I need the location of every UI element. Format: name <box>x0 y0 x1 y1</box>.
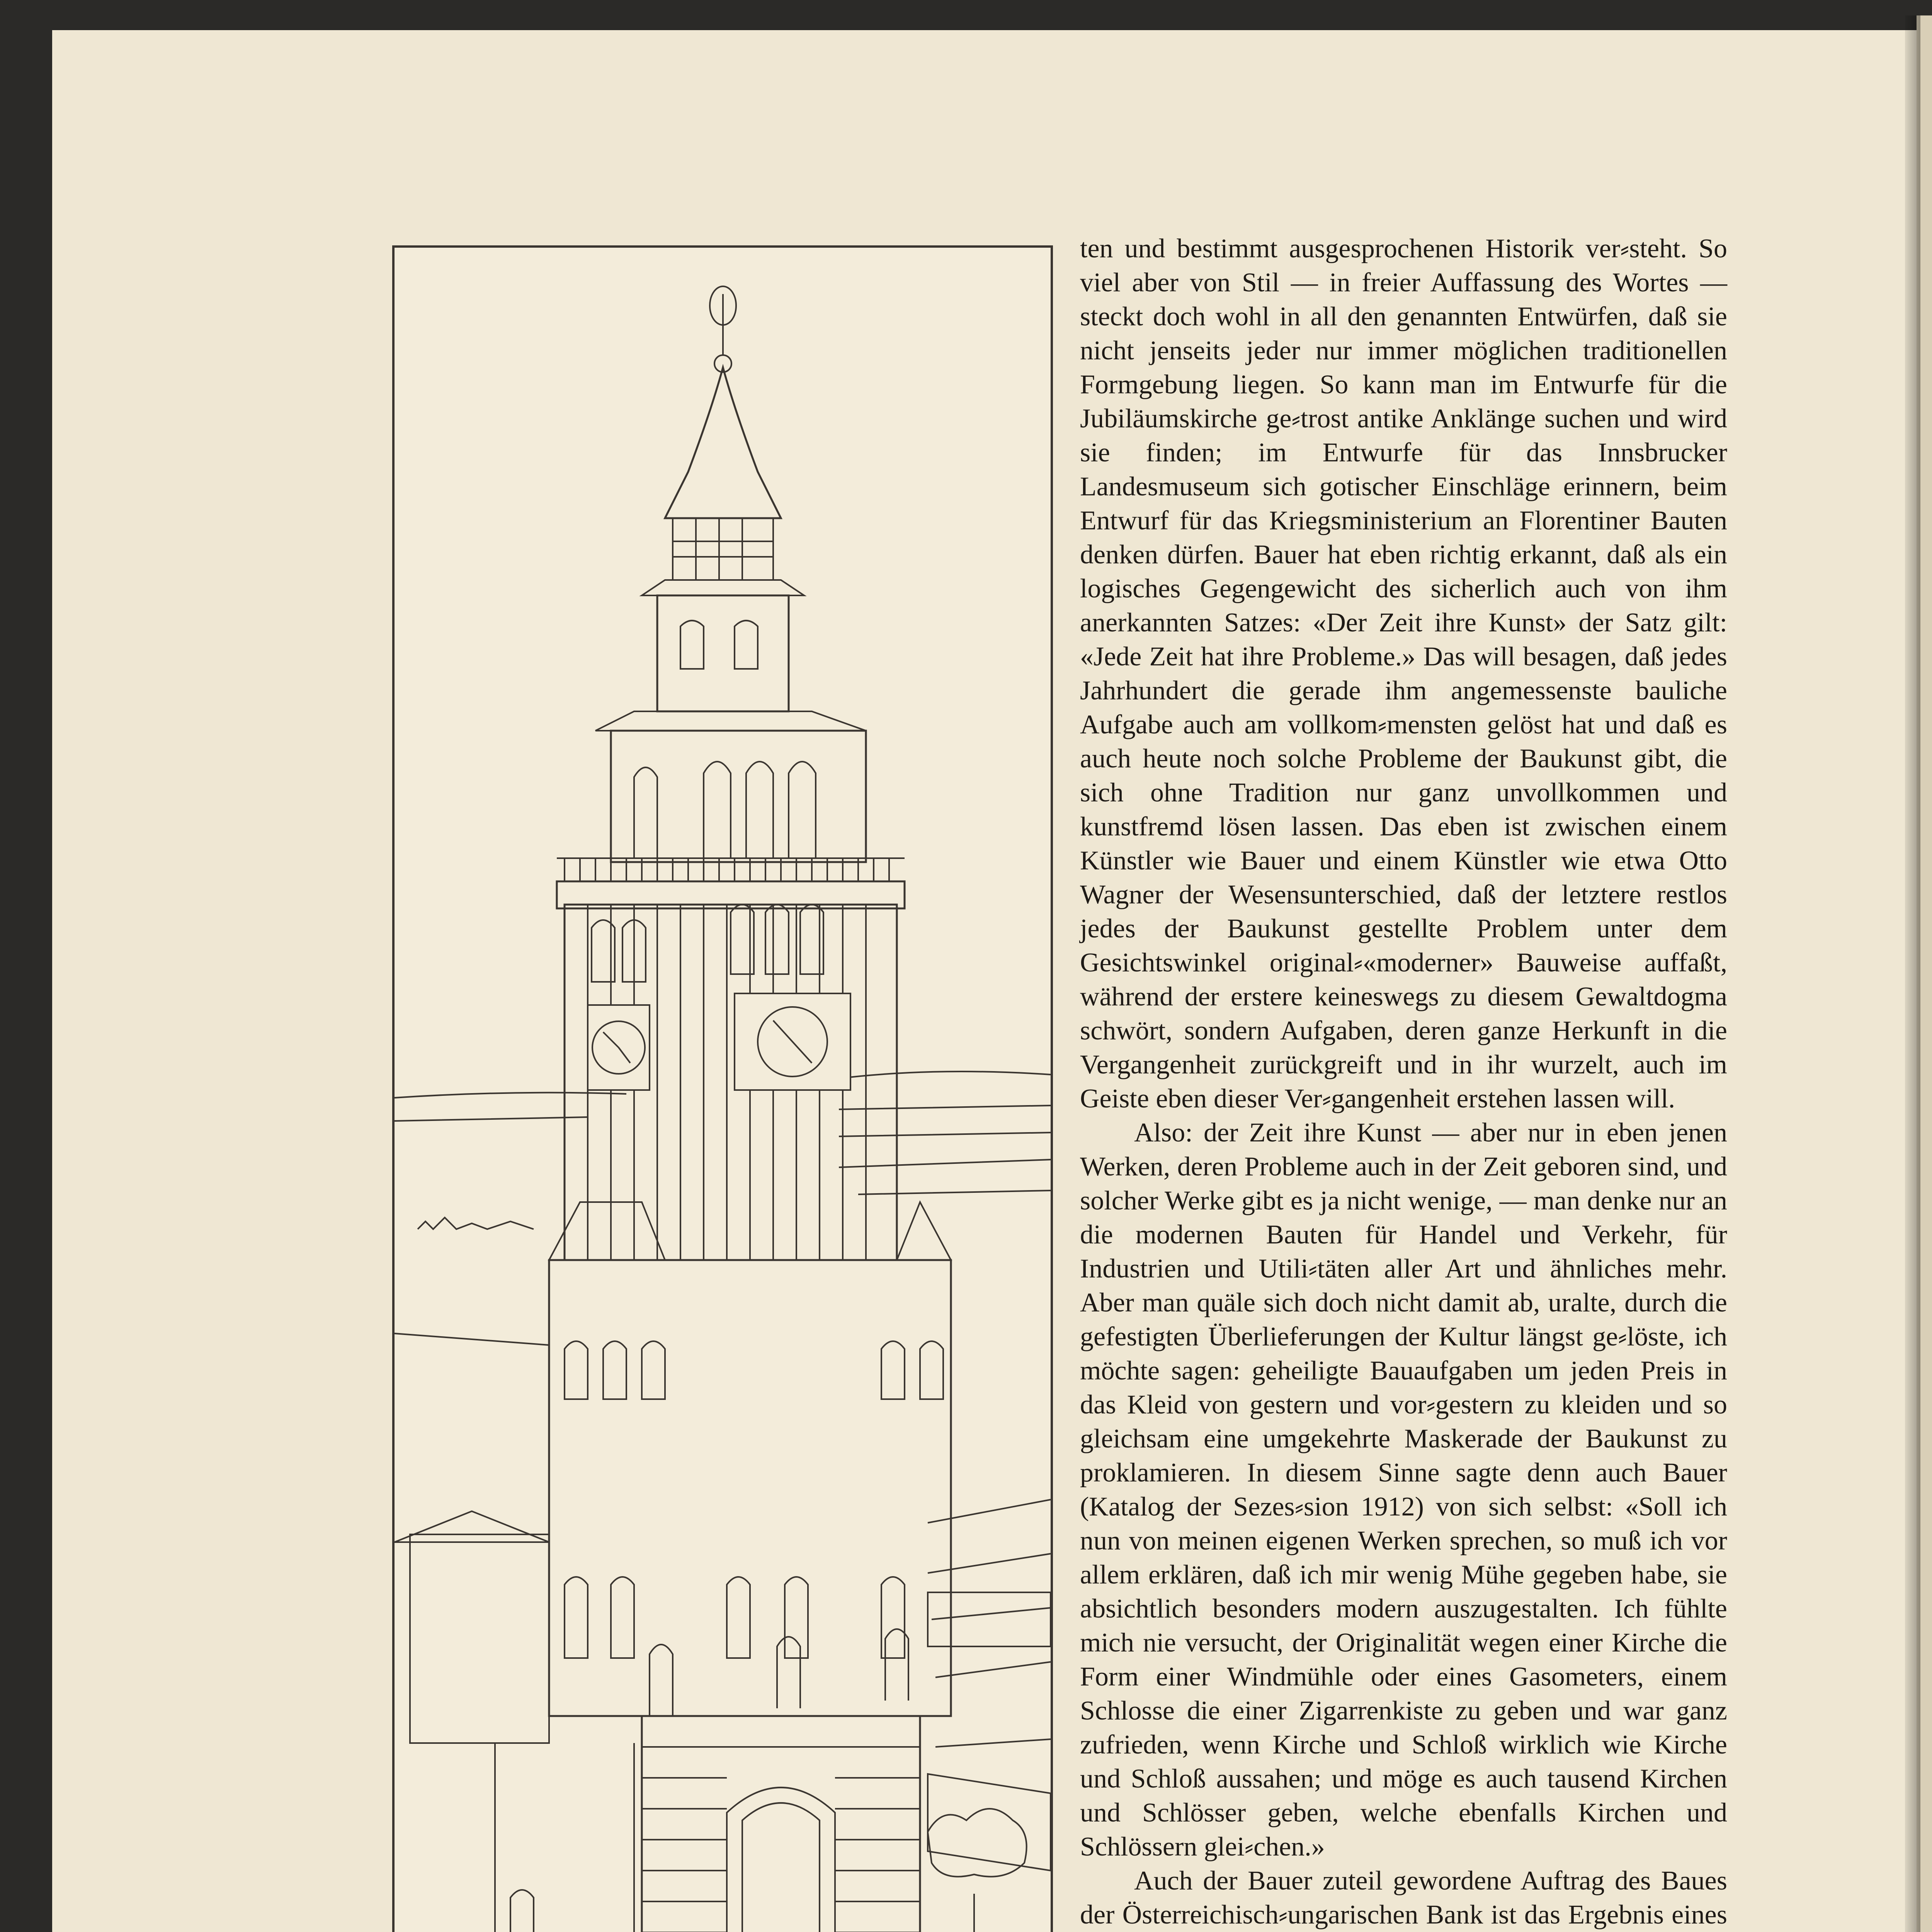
octagon-windows-lower <box>565 1577 905 1658</box>
statue-left <box>650 1645 673 1716</box>
spire <box>665 367 781 518</box>
statue-center <box>777 1637 800 1708</box>
church-nave-left <box>410 1534 549 1743</box>
paragraph-1: ten und bestimmt ausgesprochenen Historik ver⸗steht. So viel aber von Stil — in freier Auffassung des Wortes — steckt doch wohl in all den genannten Entwürfen, daß sie nicht jenseits jeder nur immer möglichen traditionellen Formgebung liegen. So kann man im Entwurfe für die Jubiläumskirche ge⸗trost antike Anklänge suchen und wird sie finden; im Entwurfe für das Innsbrucker Landesmuseum sich gotischer Einschläge erinnern, beim Entwurf für das Kriegsministerium an Florentiner Bauten denken dürfen. Bauer hat eben richtig erkannt, daß als ein logisches Gegengewicht des sicherlich auch von ihm anerkannten Satzes: «Der Zeit ihre Kunst» der Satz gilt: «Jede Zeit hat ihre Probleme.» Das will besagen, daß jedes Jahrhundert die gerade ihm angemessenste bauliche Aufgabe auch am vollkom⸗mensten gelöst hat und daß es auch heute noch solche Probleme der Baukunst gibt, die sich ohne Tradition nur ganz unvollkommen und kunstfremd lösen lassen. Das eben ist zwischen einem Künstler wie Bauer und einem Künstler wie etwa Otto Wagner der Wesensunterschied, daß der letztere restlos jedes der Baukunst gestellte Problem unter dem Gesichtswinkel original⸗«moderner» Bauweise auffaßt, während der erstere keineswegs zu diesem Gewaltdogma schwört, sondern Aufgaben, deren ganze Herkunft in die Vergangenheit zurückgreift und in ihr wurzelt, auch im Geiste eben dieser Ver⸗gangenheit erstehen lassen will. <box>1080 234 1727 1114</box>
lantern-windows <box>680 621 758 669</box>
church-lower-body <box>495 1743 634 1932</box>
page-gutter-shadow <box>1905 15 1920 1932</box>
stone-pattern <box>642 1747 920 1932</box>
lantern-cupola <box>673 518 773 580</box>
paragraph-3: Auch der Bauer zuteil gewordene Auftrag des Baues der Österreichisch⸗ungarischen Bank ist das Ergebnis eines <box>1080 1866 1727 1930</box>
belfry-roof <box>595 711 866 731</box>
octagon-windows-upper <box>565 1341 943 1399</box>
figures-right-procession <box>959 1894 1024 1932</box>
belfry-body <box>611 731 866 862</box>
distant-town <box>418 1218 534 1229</box>
shaft-upper-windows <box>592 905 823 982</box>
trees <box>928 1809 1027 1877</box>
church-roof <box>395 1333 549 1542</box>
lantern-body <box>657 595 789 711</box>
tower-stone-base <box>642 1716 920 1932</box>
landscape-lines <box>395 1105 1051 1194</box>
belfry-windows <box>634 762 816 858</box>
body-text-column <box>1080 232 1727 1932</box>
right-town-roofs <box>928 1500 1051 1747</box>
paragraph-2: Also: der Zeit ihre Kunst — aber nur in eben jenen Werken, deren Probleme auch in der Zeit geboren sind, und solcher Werke gibt es ja nicht wenige, — man denke nur an die modernen Bauten für Handel und Verkehr, für Industrien und Utili⸗täten aller Art und ähnliches mehr. Aber man quäle sich doch nicht damit ab, uralte, durch die gefestigten Überlieferungen der Kultur längst ge⸗löste, ich möchte sagen: geheiligte Bauaufgaben um jeden Preis in das Kleid von gestern und vor⸗gestern zu kleiden und so gleichsam eine umgekehrte Maskerade der Baukunst zu proklamieren. In diesem Sinne sagte denn auch Bauer (Katalog der Sezes⸗sion 1912) von sich selbst: «Soll ich nun von meinen eigenen Werken sprechen, so muß ich vor allem erklären, daß ich mir wenig Mühe gegeben habe, sie absichtlich besonders modern auszugestalten. Ich fühlte mich nie versucht, der Originalität wegen einer Kirche die Form einer Windmühle oder eines Gasometers, einem Schlosse die einer Zigarrenkiste zu geben und war ganz zufrieden, wenn Kirche und Schloß wirklich wie Kirche und Schloß aussahen; und möge es auch tausend Kirchen und Schlösser geben, welche ebenfalls Kirchen und Schlössern glei⸗chen.» <box>1080 1118 1727 1862</box>
portal-inner <box>742 1803 820 1932</box>
lantern-roof <box>642 580 804 595</box>
horizon-line <box>395 1071 1051 1098</box>
tower-drawing-svg <box>395 248 1051 1932</box>
church-side-door <box>510 1890 534 1932</box>
church-tower-illustration <box>392 245 1053 1932</box>
right-buildings <box>928 1592 1051 1871</box>
cupola-grid <box>673 518 773 580</box>
